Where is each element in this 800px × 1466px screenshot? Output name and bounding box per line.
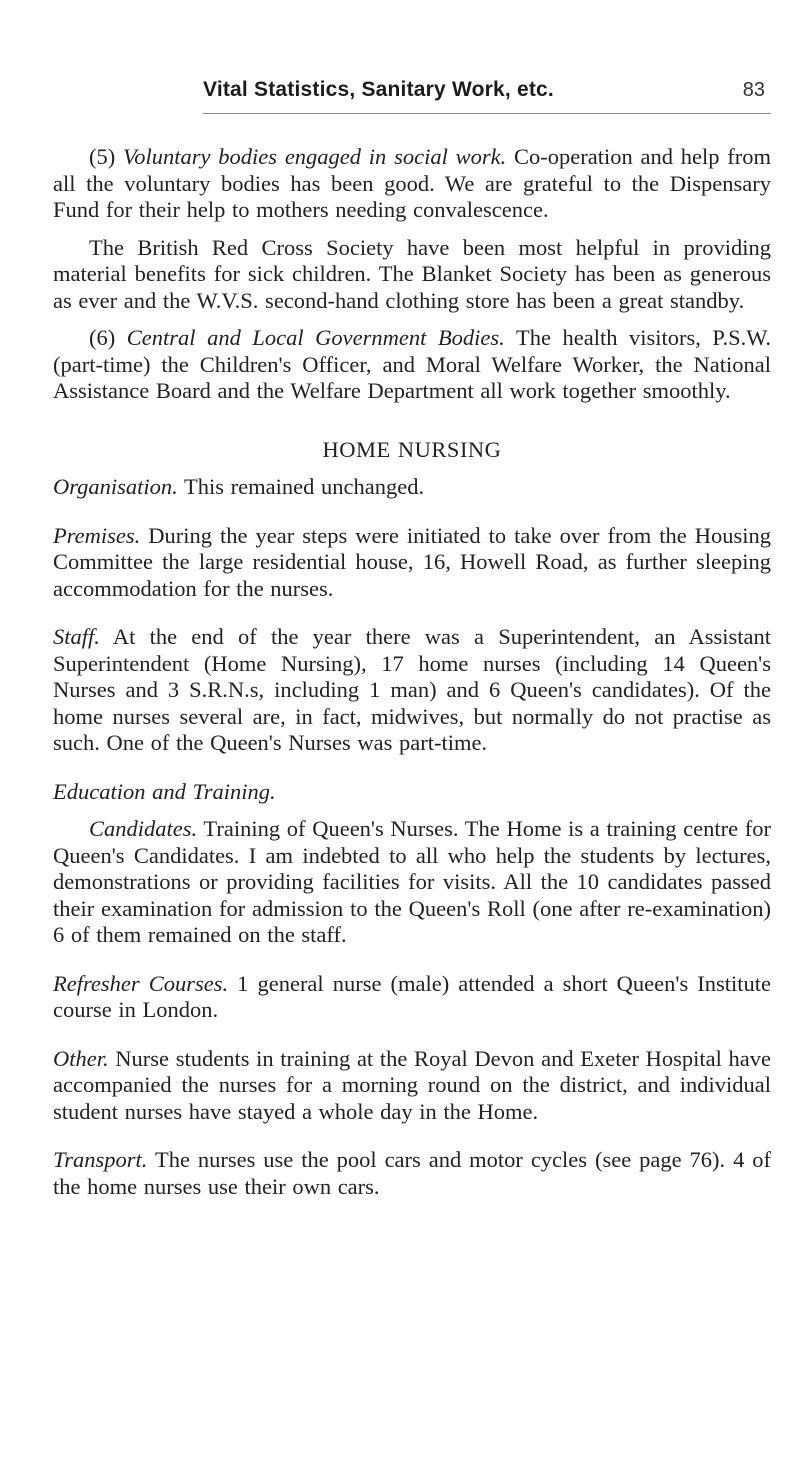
paragraph-voluntary-bodies — [53, 144, 771, 224]
paragraph-heading: Premises. — [53, 522, 141, 548]
document-page — [53, 74, 772, 1199]
page-header — [53, 74, 771, 104]
running-title: Vital Statistics, Sanitary Work, etc. — [203, 78, 554, 101]
paragraph-heading: Transport. — [53, 1147, 148, 1172]
paragraph-red-cross — [53, 235, 771, 315]
paragraph-heading: Organisation. — [53, 474, 178, 499]
paragraph-education — [53, 779, 771, 806]
paragraph-heading: Refresher Courses. — [53, 970, 229, 996]
paragraph-text: Training of Queen's Nurses. The Home is a training centre for Queen's Candidates. I am indebted to all who help the students by lectures, demonstrations or providing facilities for visits. All the 10 candidates passed their examination for admission to the Queen's Roll (one after re-examination) 6 of them remained on the staff. — [53, 816, 771, 947]
paragraph-text: Co-operation and help from all the voluntary bodies has been good. We are grateful to the Dispensary Fund for their help to mothers needing convalescence. — [53, 144, 772, 222]
paragraph-text: At the end of the year there was a Superintendent, an Assistant Superintendent (Home Nursing), 17 home nurses (including 14 Queen's Nurses and 3 S.R.N.s, including 1 man) and 6 Queen's candidates). Of the home nurses several are, in fact, midwives, but normally do not practise as such. One of the Queen's Nurses was part-time. — [53, 624, 771, 755]
paragraph-text: Nurse students in training at the Royal Devon and Exeter Hospital have accompanied the nurses for a morning round on the district, and individual student nurses have stayed a whole day in the Home. — [53, 1045, 772, 1124]
paragraph-staff — [53, 624, 771, 757]
paragraph-heading: Education and Training. — [53, 778, 276, 804]
section-number: (5) — [89, 144, 116, 169]
paragraph-heading: Staff. — [53, 624, 100, 649]
paragraph-heading: Other. — [53, 1045, 109, 1071]
paragraph-text: The health visitors, P.S.W. (part-time) the Children's Officer, and Moral Welfare Worker, the National Assistance Board and the Welfare Department all work together smoothly. — [53, 325, 772, 403]
header-rule — [203, 113, 771, 114]
paragraph-transport — [53, 1147, 771, 1200]
paragraph-text: 1 general nurse (male) attended a short Queen's Institute course in London. — [53, 970, 772, 1022]
paragraph-organisation — [53, 474, 771, 501]
paragraph-heading: Candidates. — [89, 816, 198, 841]
paragraph-text: This remained unchanged. — [184, 474, 425, 499]
paragraph-other — [53, 1046, 771, 1126]
section-title-home-nursing: HOME NURSING — [322, 436, 502, 462]
paragraph-premises — [53, 523, 771, 603]
body-text — [53, 144, 771, 1200]
paragraph-government-bodies — [53, 325, 771, 405]
page-number: 83 — [742, 79, 765, 101]
paragraph-heading: Central and Local Government Bodies. — [126, 325, 505, 350]
paragraph-heading: Voluntary bodies engaged in social work. — [123, 144, 507, 169]
paragraph-refresher — [53, 971, 771, 1024]
paragraph-text: The British Red Cross Society have been most helpful in providing material benefits for sick children. The Blanket Society has been as generous as ever and the W.V.S. second-hand clothing store has been a great standby. — [53, 234, 771, 313]
paragraph-text: During the year steps were initiated to take over from the Housing Committee the large residential house, 16, Howell Road, as further sleeping accommodation for the nurses. — [53, 522, 772, 601]
paragraph-text: The nurses use the pool cars and motor cycles (see page 76). 4 of the home nurses use their own cars. — [53, 1147, 771, 1199]
paragraph-candidates — [53, 816, 771, 949]
section-number: (6) — [89, 325, 116, 350]
